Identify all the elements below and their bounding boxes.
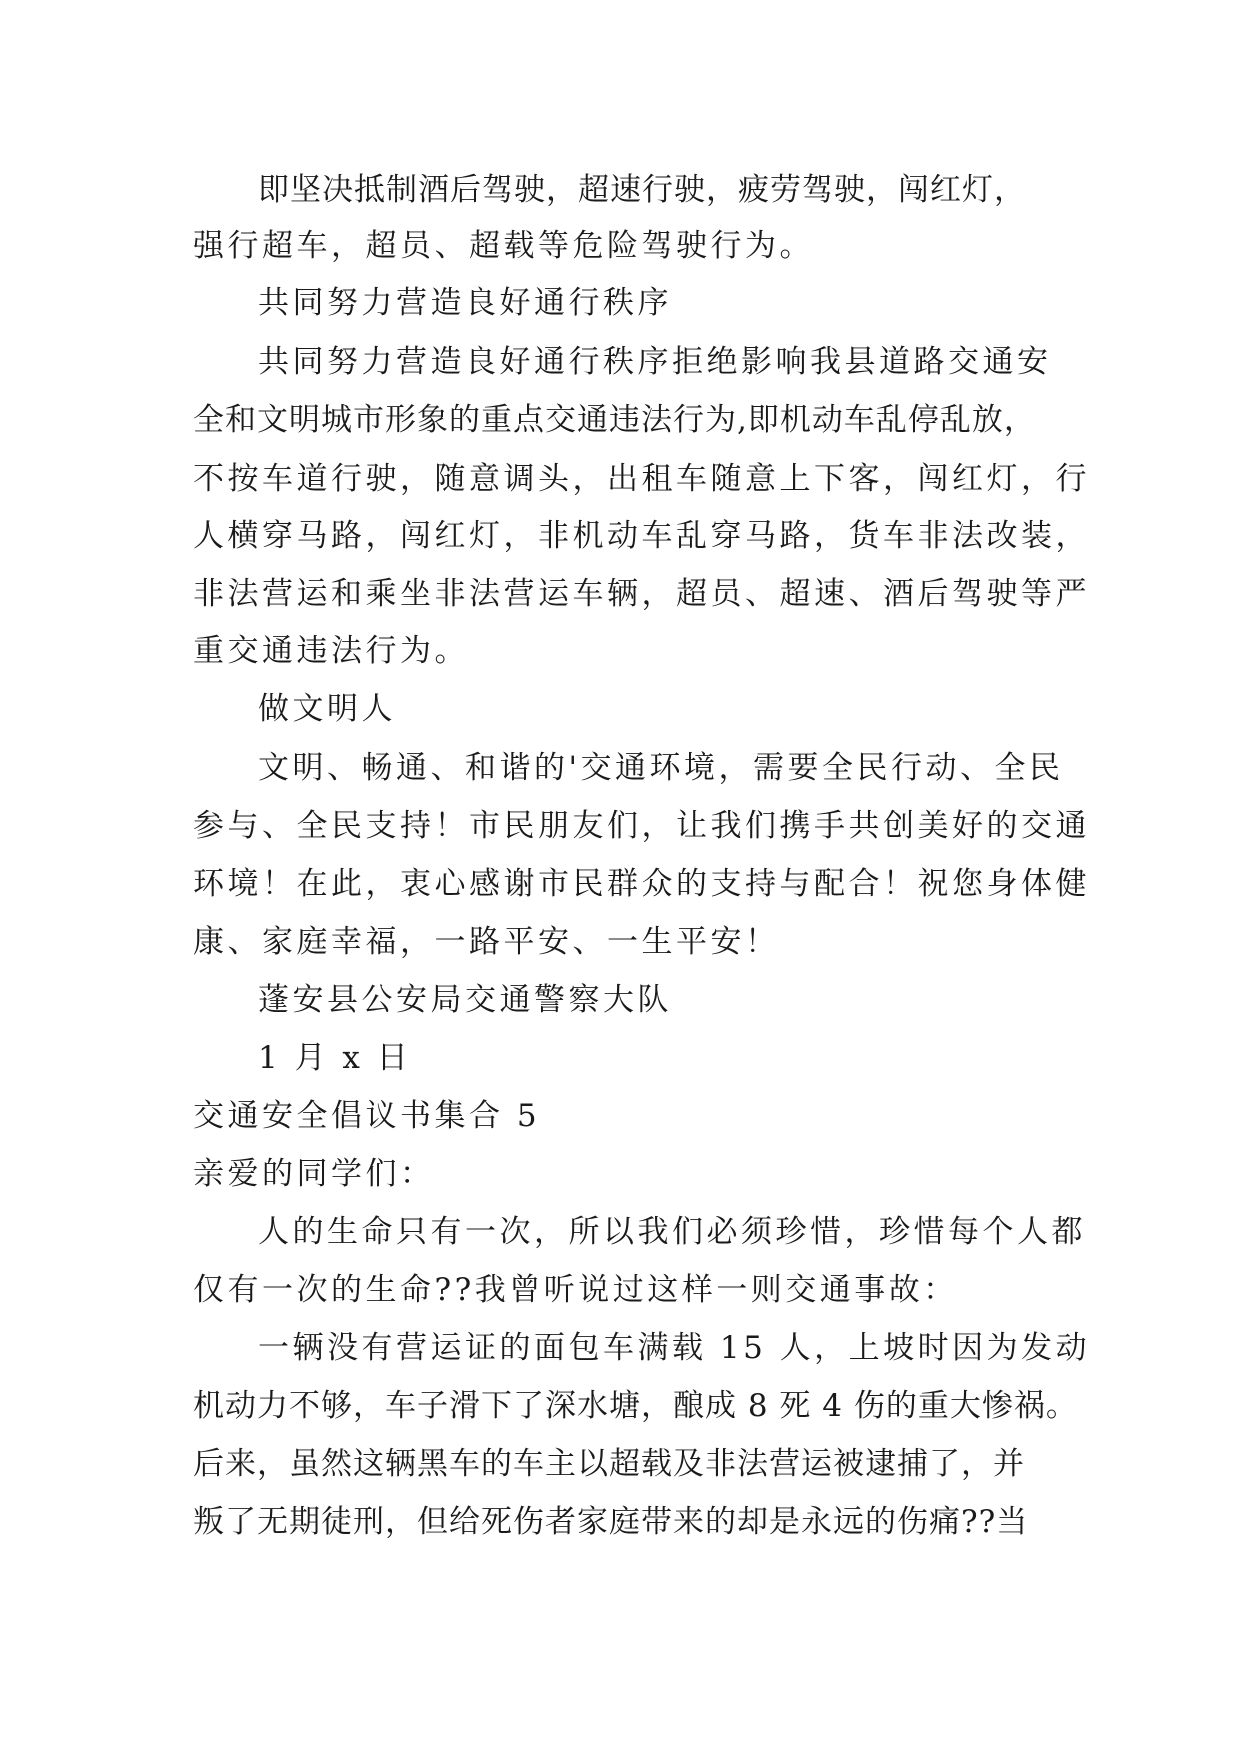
signature: 蓬安县公安局交通警察大队	[258, 982, 672, 1018]
section-title: 交通安全倡议书集合 5	[193, 1098, 541, 1134]
text-line: 后来，虽然这辆黑车的车主以超载及非法营运被逮捕了，并	[193, 1446, 1025, 1482]
text-line: 重交通违法行为。	[193, 633, 469, 669]
text-line: 仅有一次的生命??我曾听说过这样一则交通事故：	[193, 1272, 958, 1308]
text-line: 一辆没有营运证的面包车满载 15 人，上坡时因为发动	[258, 1330, 1091, 1366]
salutation: 亲爱的同学们：	[193, 1156, 435, 1192]
text-line: 非法营运和乘坐非法营运车辆，超员、超速、酒后驾驶等严	[193, 576, 1090, 612]
text-line: 环境！在此，衷心感谢市民群众的支持与配合！祝您身体健	[193, 866, 1090, 902]
text-line: 不按车道行驶，随意调头，出租车随意上下客，闯红灯，行	[193, 461, 1090, 497]
text-line: 即坚决抵制酒后驾驶，超速行驶，疲劳驾驶，闯红灯，	[258, 172, 1026, 208]
text-line: 文明、畅通、和谐的'交通环境，需要全民行动、全民	[258, 750, 1064, 786]
text-line: 叛了无期徒刑，但给死伤者家庭带来的却是永远的伤痛??当	[193, 1504, 1029, 1540]
text-line: 参与、全民支持！市民朋友们，让我们携手共创美好的交通	[193, 808, 1090, 844]
text-line: 强行超车，超员、超载等危险驾驶行为。	[193, 228, 814, 264]
text-line: 全和文明城市形象的重点交通违法行为,即机动车乱停乱放，	[193, 402, 1036, 438]
section-heading: 做文明人	[258, 691, 396, 727]
text-line: 共同努力营造良好通行秩序拒绝影响我县道路交通安	[258, 344, 1052, 380]
text-line: 康、家庭幸福，一路平安、一生平安！	[193, 924, 780, 960]
section-heading: 共同努力营造良好通行秩序	[258, 285, 672, 321]
text-line: 人横穿马路，闯红灯，非机动车乱穿马路，货车非法改装，	[193, 518, 1090, 554]
text-line: 人的生命只有一次，所以我们必须珍惜，珍惜每个人都	[258, 1214, 1086, 1250]
date: 1 月 x 日	[258, 1040, 412, 1076]
text-line: 机动力不够，车子滑下了深水塘，酿成 8 死 4 伤的重大惨祸。	[193, 1388, 1078, 1424]
